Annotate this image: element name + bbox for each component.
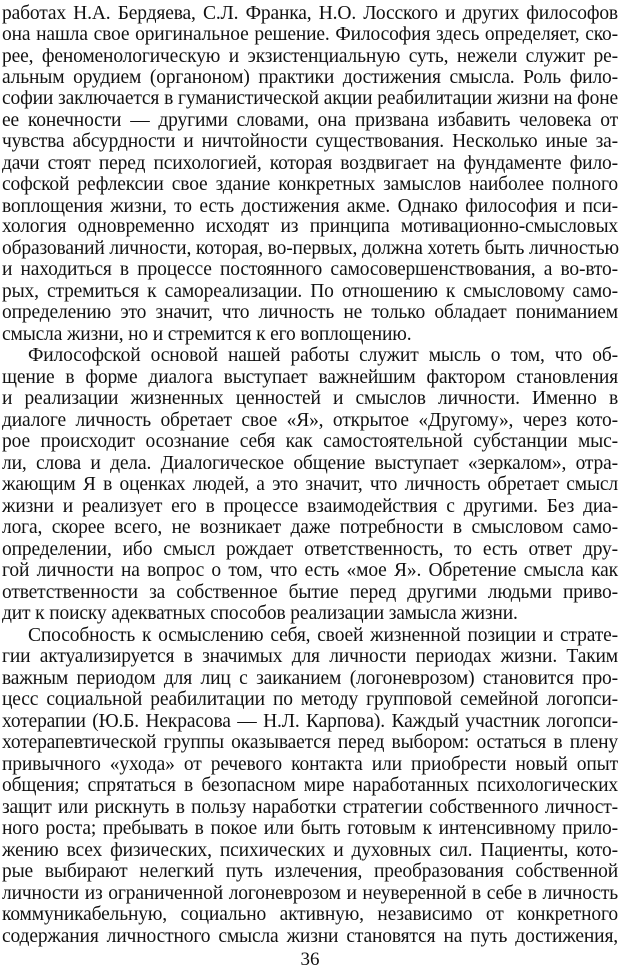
text-line: жению всех физических, психических и духовных сил. Пациенты, кото- bbox=[2, 840, 618, 861]
text-line: ного роста; пребывать в покое или быть готовым к интенсивному прило- bbox=[2, 818, 618, 839]
text-line: содержания личностного смысла жизни становятся на путь достижения, bbox=[2, 926, 618, 947]
text-line: Способность к осмыслению себя, своей жизненной позиции и страте- bbox=[28, 625, 618, 646]
text-line: ее конечности — другими словами, она призвана избавить человека от bbox=[2, 110, 618, 131]
text-line: и реализации жизненных ценностей и смыслов личности. Именно в bbox=[2, 388, 618, 409]
text-line: она нашла свое оригинальное решение. Философия здесь определяет, ско- bbox=[2, 24, 618, 45]
text-line: щение в форме диалога выступает важнейшим фактором становления bbox=[2, 367, 618, 388]
text-line: важным периодом для лиц с заиканием (логоневрозом) становится про- bbox=[2, 668, 618, 689]
text-line: привычного «ухода» от речевого контакта или приобрести новый опыт bbox=[2, 754, 618, 775]
text-line: хология одновременно исходят из принципа мотивационно-смысловых bbox=[2, 216, 618, 237]
text-line: софии заключается в гуманистической акции реабилитации жизни на фоне bbox=[2, 88, 618, 109]
page-number: 36 bbox=[300, 949, 320, 970]
text-line: защит или рискнуть в пользу наработки стратегии собственного личност- bbox=[2, 797, 618, 818]
text-line: гой личности на вопрос о том, что есть «мое Я». Обретение смысла как bbox=[2, 560, 618, 581]
text-line: дит к поиску адекватных способов реализации замысла жизни. bbox=[2, 603, 518, 624]
text-line: коммуникабельную, социально активную, независимо от конкретного bbox=[2, 904, 618, 925]
text-line: определении, ибо смысл рождает ответственность, то есть ответ дру- bbox=[2, 539, 618, 560]
text-line: хотерапии (Ю.Б. Некрасова — Н.Л. Карпова). Каждый участник логопси- bbox=[2, 711, 618, 732]
text-line: жающим Я в оценках людей, а это значит, что личность обретает смысл bbox=[2, 474, 618, 495]
text-line: работах Н.А. Бердяева, С.Л. Франка, Н.О. Лосского и других философов bbox=[2, 3, 618, 24]
text-line: рее, феноменологическую и экзистенциальную суть, нежели служит ре- bbox=[2, 46, 618, 67]
text-line: ответственности за собственное бытие перед другими людьми приво- bbox=[2, 582, 618, 603]
text-line: рых, стремиться к самореализации. По отношению к смысловому само- bbox=[2, 281, 618, 302]
text-line: Философской основой нашей работы служит мысль о том, что об- bbox=[28, 345, 618, 366]
text-line: и находиться в процессе постоянного самосовершенствования, а во-вто- bbox=[2, 259, 618, 280]
text-line: софской рефлексии свое здание конкретных замыслов наиболее полного bbox=[2, 174, 618, 195]
text-line: цесс социальной реабилитации по методу групповой семейной логопси- bbox=[2, 689, 618, 710]
text-line: ли, слова и дела. Диалогическое общение выступает «зеркалом», отра- bbox=[2, 453, 618, 474]
text-line: общения; спрятаться в безопасном мире наработанных психологических bbox=[2, 775, 618, 796]
text-line: образований личности, которая, во-первых, должна хотеть быть личностью bbox=[2, 238, 619, 259]
text-line: жизни и реализует его в процессе взаимодействия с другими. Без диа- bbox=[2, 496, 618, 517]
text-line: воплощения жизни, то есть достижения акме. Однако философия и пси- bbox=[2, 196, 618, 217]
text-line: определению это значит, что личность не только обладает пониманием bbox=[2, 302, 618, 323]
text-line: рые выбирают нелегкий путь излечения, преобразования собственной bbox=[2, 861, 618, 882]
text-line: гии актуализируется в значимых для личности периодах жизни. Таким bbox=[2, 646, 618, 667]
text-line: смысла жизни, но и стремится к его воплощению. bbox=[2, 324, 412, 345]
text-line: хотерапевтической группы оказывается перед выбором: остаться в плену bbox=[2, 732, 618, 753]
text-line: чувства абсурдности и ничтойности существования. Несколько иные за- bbox=[2, 131, 618, 152]
text-line: лога, скорее всего, не возникает даже потребности в смысловом само- bbox=[2, 517, 618, 538]
text-line: рое происходит осознание себя как самостоятельной субстанции мыс- bbox=[2, 431, 618, 452]
book-page bbox=[2, 2, 618, 970]
text-line: диалоге личность обретает свое «Я», открытое «Другому», через кото- bbox=[2, 410, 618, 431]
text-line: личности из ограниченной логоневрозом и неуверенной в себе в личность bbox=[2, 883, 618, 904]
text-line: альным орудием (органоном) практики достижения смысла. Роль фило- bbox=[2, 67, 618, 88]
text-line: дачи стоят перед психологией, которая воздвигает на фундаменте фило- bbox=[2, 153, 618, 174]
